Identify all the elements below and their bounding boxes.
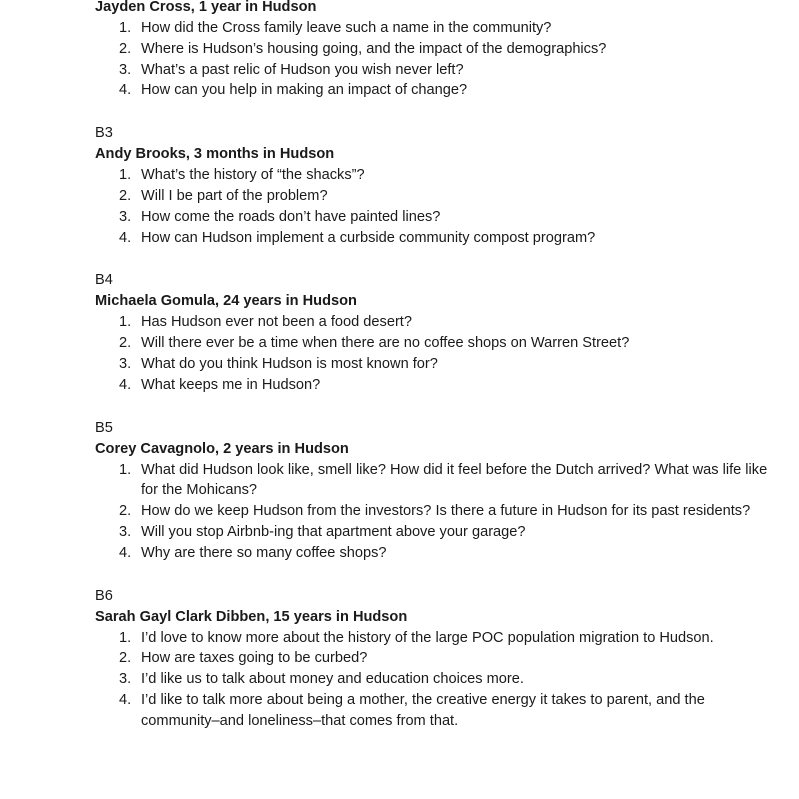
list-number: 1. (119, 167, 132, 184)
question-item (95, 648, 785, 669)
question-text: How do we keep Hudson from the investors? Is there a future in Hudson for its past residents? (141, 503, 751, 520)
question-item (95, 312, 785, 333)
list-number: 4. (119, 376, 132, 393)
question-text: How come the roads don’t have painted lines? (141, 208, 441, 225)
list-number: 3. (119, 671, 132, 688)
question-list (95, 460, 785, 564)
list-number: 2. (119, 335, 132, 352)
list-number: 3. (119, 523, 132, 540)
list-number: 1. (119, 20, 132, 36)
section-code: B6 (95, 587, 113, 604)
participant-heading: Andy Brooks, 3 months in Hudson (95, 146, 335, 163)
question-text: I’d like us to talk about money and education choices more. (141, 671, 524, 688)
participant-heading: Jayden Cross, 1 year in Hudson (95, 0, 317, 15)
question-text: What do you think Hudson is most known for? (141, 355, 438, 372)
question-text: How can Hudson implement a curbside community compost program? (141, 229, 596, 246)
participant-section (95, 0, 785, 101)
participant-heading: Corey Cavagnolo, 2 years in Hudson (95, 440, 349, 457)
list-number: 2. (119, 503, 132, 520)
question-text: I’d like to talk more about being a mother, the creative energy it takes to parent, and the community–and loneliness–that comes from that. (141, 691, 705, 729)
question-text: How can you help in making an impact of change? (141, 82, 468, 99)
list-number: 4. (119, 544, 132, 561)
question-item (95, 375, 785, 396)
question-item (95, 207, 785, 228)
participant-section (95, 270, 785, 395)
question-item (95, 39, 785, 60)
question-text: I’d love to know more about the history of the large POC population migration to Hudson. (141, 629, 714, 646)
question-item (95, 18, 785, 39)
list-number: 4. (119, 691, 132, 708)
question-item (95, 522, 785, 543)
question-list (95, 18, 785, 101)
list-number: 1. (119, 629, 132, 646)
question-item (95, 80, 785, 101)
list-number: 4. (119, 229, 132, 246)
question-item (95, 60, 785, 81)
question-text: What’s a past relic of Hudson you wish never left? (141, 61, 464, 78)
question-item (95, 501, 785, 522)
question-item (95, 333, 785, 354)
question-list (95, 628, 785, 732)
list-number: 3. (119, 61, 132, 78)
question-list (95, 312, 785, 395)
list-number: 2. (119, 40, 132, 57)
list-number: 1. (119, 461, 132, 478)
question-item (95, 690, 785, 732)
section-code: B5 (95, 419, 113, 436)
list-number: 3. (119, 208, 132, 225)
participant-section (95, 586, 785, 732)
question-text: What did Hudson look like, smell like? How did it feel before the Dutch arrived? What was life like for the Mohicans? (141, 461, 768, 499)
question-item (95, 228, 785, 249)
question-text: Will I be part of the problem? (141, 187, 328, 204)
participant-section (95, 123, 785, 248)
list-number: 4. (119, 82, 132, 99)
question-text: How did the Cross family leave such a name in the community? (141, 20, 552, 36)
question-item (95, 669, 785, 690)
question-text: What’s the history of “the shacks”? (141, 167, 365, 184)
question-item (95, 460, 785, 502)
participant-heading: Sarah Gayl Clark Dibben, 15 years in Hudson (95, 608, 408, 625)
participant-section (95, 418, 785, 564)
question-text: Will there ever be a time when there are no coffee shops on Warren Street? (141, 335, 630, 352)
list-number: 2. (119, 187, 132, 204)
section-code: B4 (95, 272, 113, 289)
question-text: Will you stop Airbnb-ing that apartment above your garage? (141, 523, 526, 540)
list-number: 3. (119, 355, 132, 372)
section-code: B3 (95, 125, 113, 142)
question-list (95, 165, 785, 248)
question-item (95, 165, 785, 186)
document-body (95, 0, 785, 732)
question-text: What keeps me in Hudson? (141, 376, 321, 393)
question-text: Where is Hudson’s housing going, and the impact of the demographics? (141, 40, 607, 57)
question-item (95, 354, 785, 375)
list-number: 1. (119, 314, 132, 331)
participant-heading: Michaela Gomula, 24 years in Hudson (95, 293, 357, 310)
list-number: 2. (119, 650, 132, 667)
question-text: Has Hudson ever not been a food desert? (141, 314, 412, 331)
question-item (95, 186, 785, 207)
question-item (95, 543, 785, 564)
question-text: Why are there so many coffee shops? (141, 544, 387, 561)
question-text: How are taxes going to be curbed? (141, 650, 368, 667)
question-item (95, 628, 785, 649)
